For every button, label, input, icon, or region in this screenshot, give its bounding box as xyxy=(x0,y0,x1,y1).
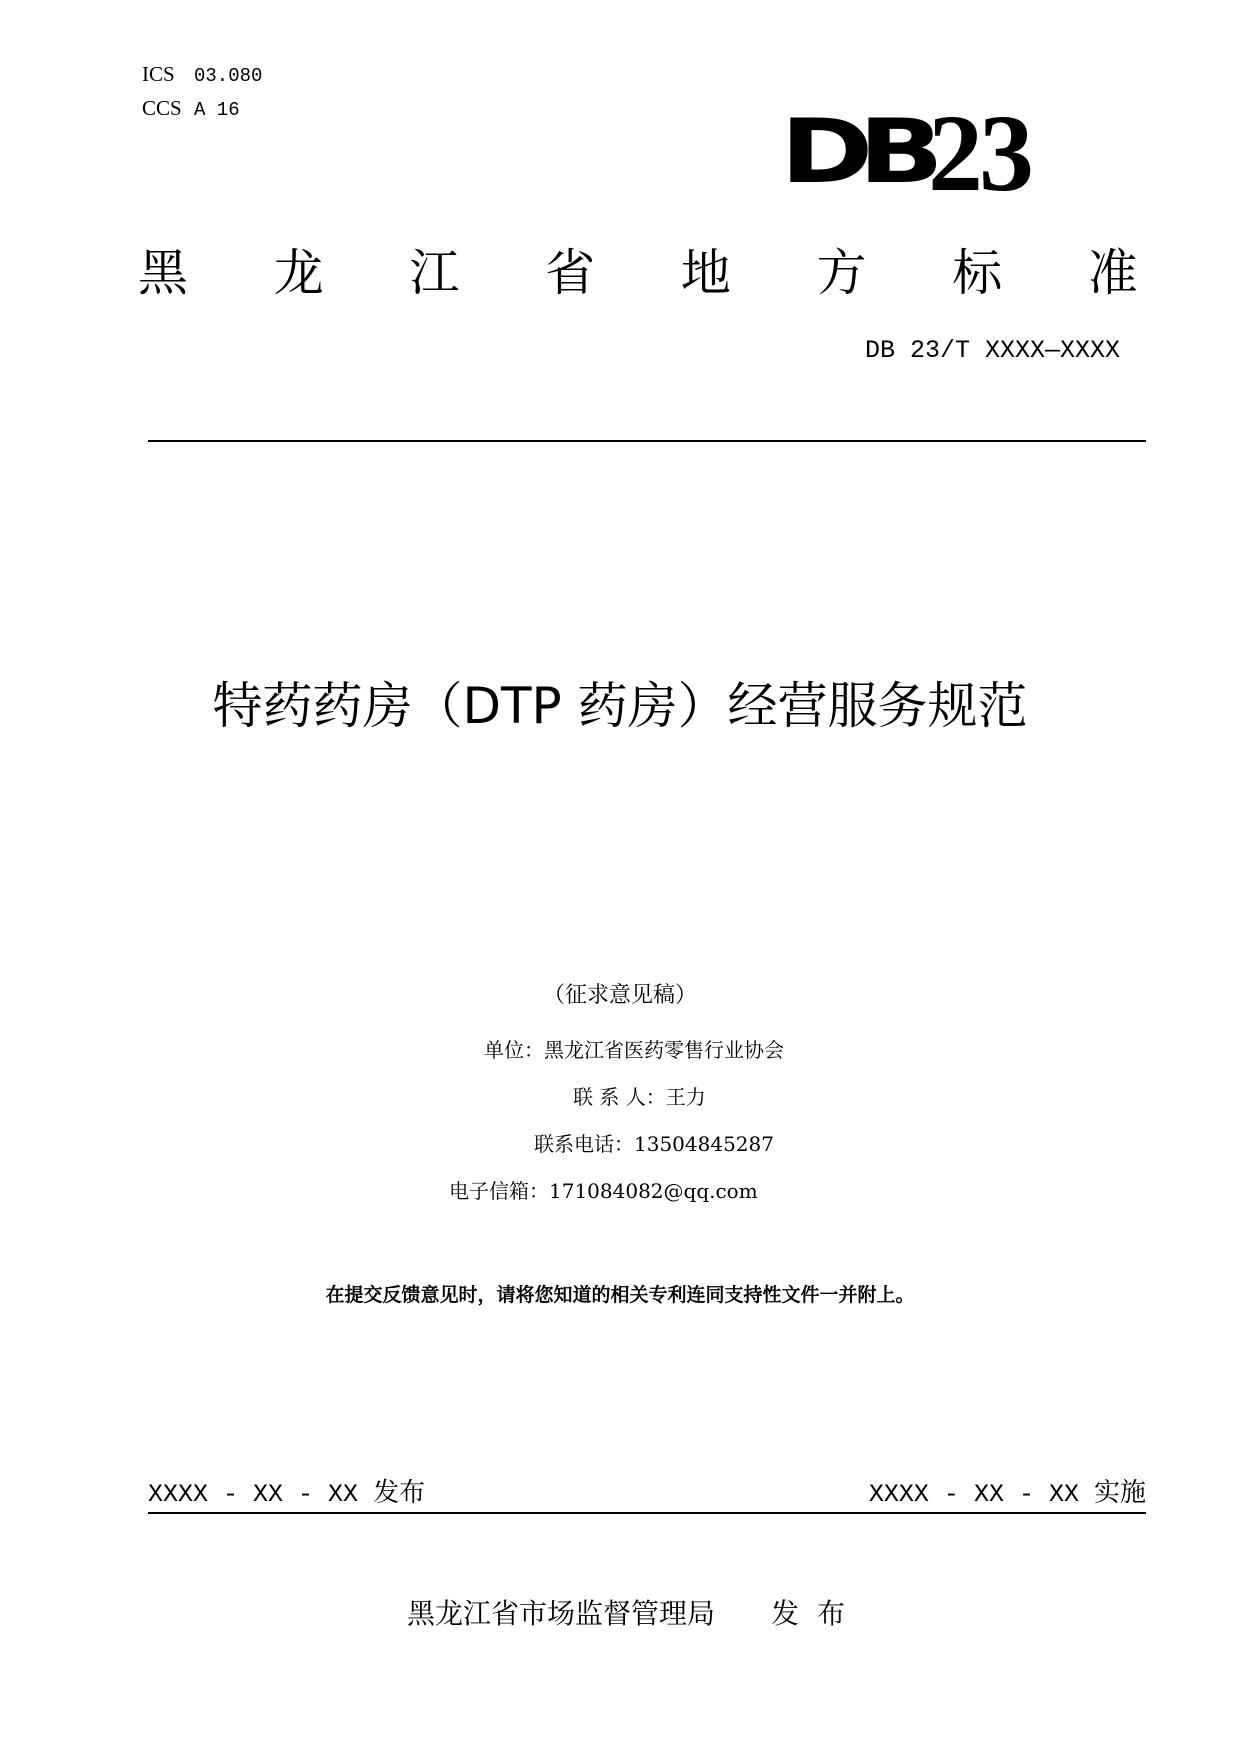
contact-person: 联 系 人：王力 xyxy=(573,1085,706,1109)
logo-letters: DB xyxy=(780,100,929,203)
release-label: 发布 xyxy=(373,1478,426,1508)
effective-label: 实施 xyxy=(1093,1478,1146,1508)
ccs-code xyxy=(142,92,262,126)
org-char: 江 xyxy=(409,244,460,302)
release-date-line xyxy=(148,1472,425,1509)
contact-phone: 联系电话：13504845287 xyxy=(534,1132,774,1156)
ics-label: ICS xyxy=(142,62,175,86)
org-char: 龙 xyxy=(273,244,324,302)
patent-notice: 在提交反馈意见时，请将您知道的相关专利连同支持性文件一并附上。 xyxy=(325,1284,915,1306)
issuer-name: 黑龙江省市场监督管理局 xyxy=(407,1597,716,1630)
org-char: 地 xyxy=(680,244,731,302)
org-char: 黑 xyxy=(138,244,188,302)
ics-code xyxy=(142,58,262,92)
header-divider xyxy=(148,440,1146,442)
contact-email: 电子信箱：171084082@qq.com xyxy=(449,1179,758,1203)
effective-date: XXXX - XX - XX xyxy=(868,1480,1079,1509)
release-date: XXXX - XX - XX xyxy=(148,1480,359,1509)
org-char: 准 xyxy=(1087,244,1138,302)
effective-date-line xyxy=(869,1472,1146,1509)
footer-divider xyxy=(148,1512,1146,1514)
document-number: DB 23/T XXXX—XXXX xyxy=(864,336,1120,365)
contact-unit: 单位：黑龙江省医药零售行业协会 xyxy=(484,1038,784,1062)
org-char: 标 xyxy=(952,244,1003,302)
issuer-action: 发布 xyxy=(771,1597,864,1630)
org-char: 方 xyxy=(816,244,867,302)
issuer-line xyxy=(407,1592,863,1632)
logo-number: 23 xyxy=(928,92,1030,214)
ccs-value: A 16 xyxy=(194,99,240,121)
organization-heading xyxy=(138,238,1138,308)
draft-status: （征求意见稿） xyxy=(542,983,697,1008)
classification-codes xyxy=(142,58,262,126)
standard-logo xyxy=(780,92,1060,214)
ics-value: 03.080 xyxy=(194,65,263,87)
ccs-label: CCS xyxy=(142,96,182,120)
document-title: 特药药房（DTP 药房）经营服务规范 xyxy=(212,677,1028,735)
org-char: 省 xyxy=(545,244,596,302)
